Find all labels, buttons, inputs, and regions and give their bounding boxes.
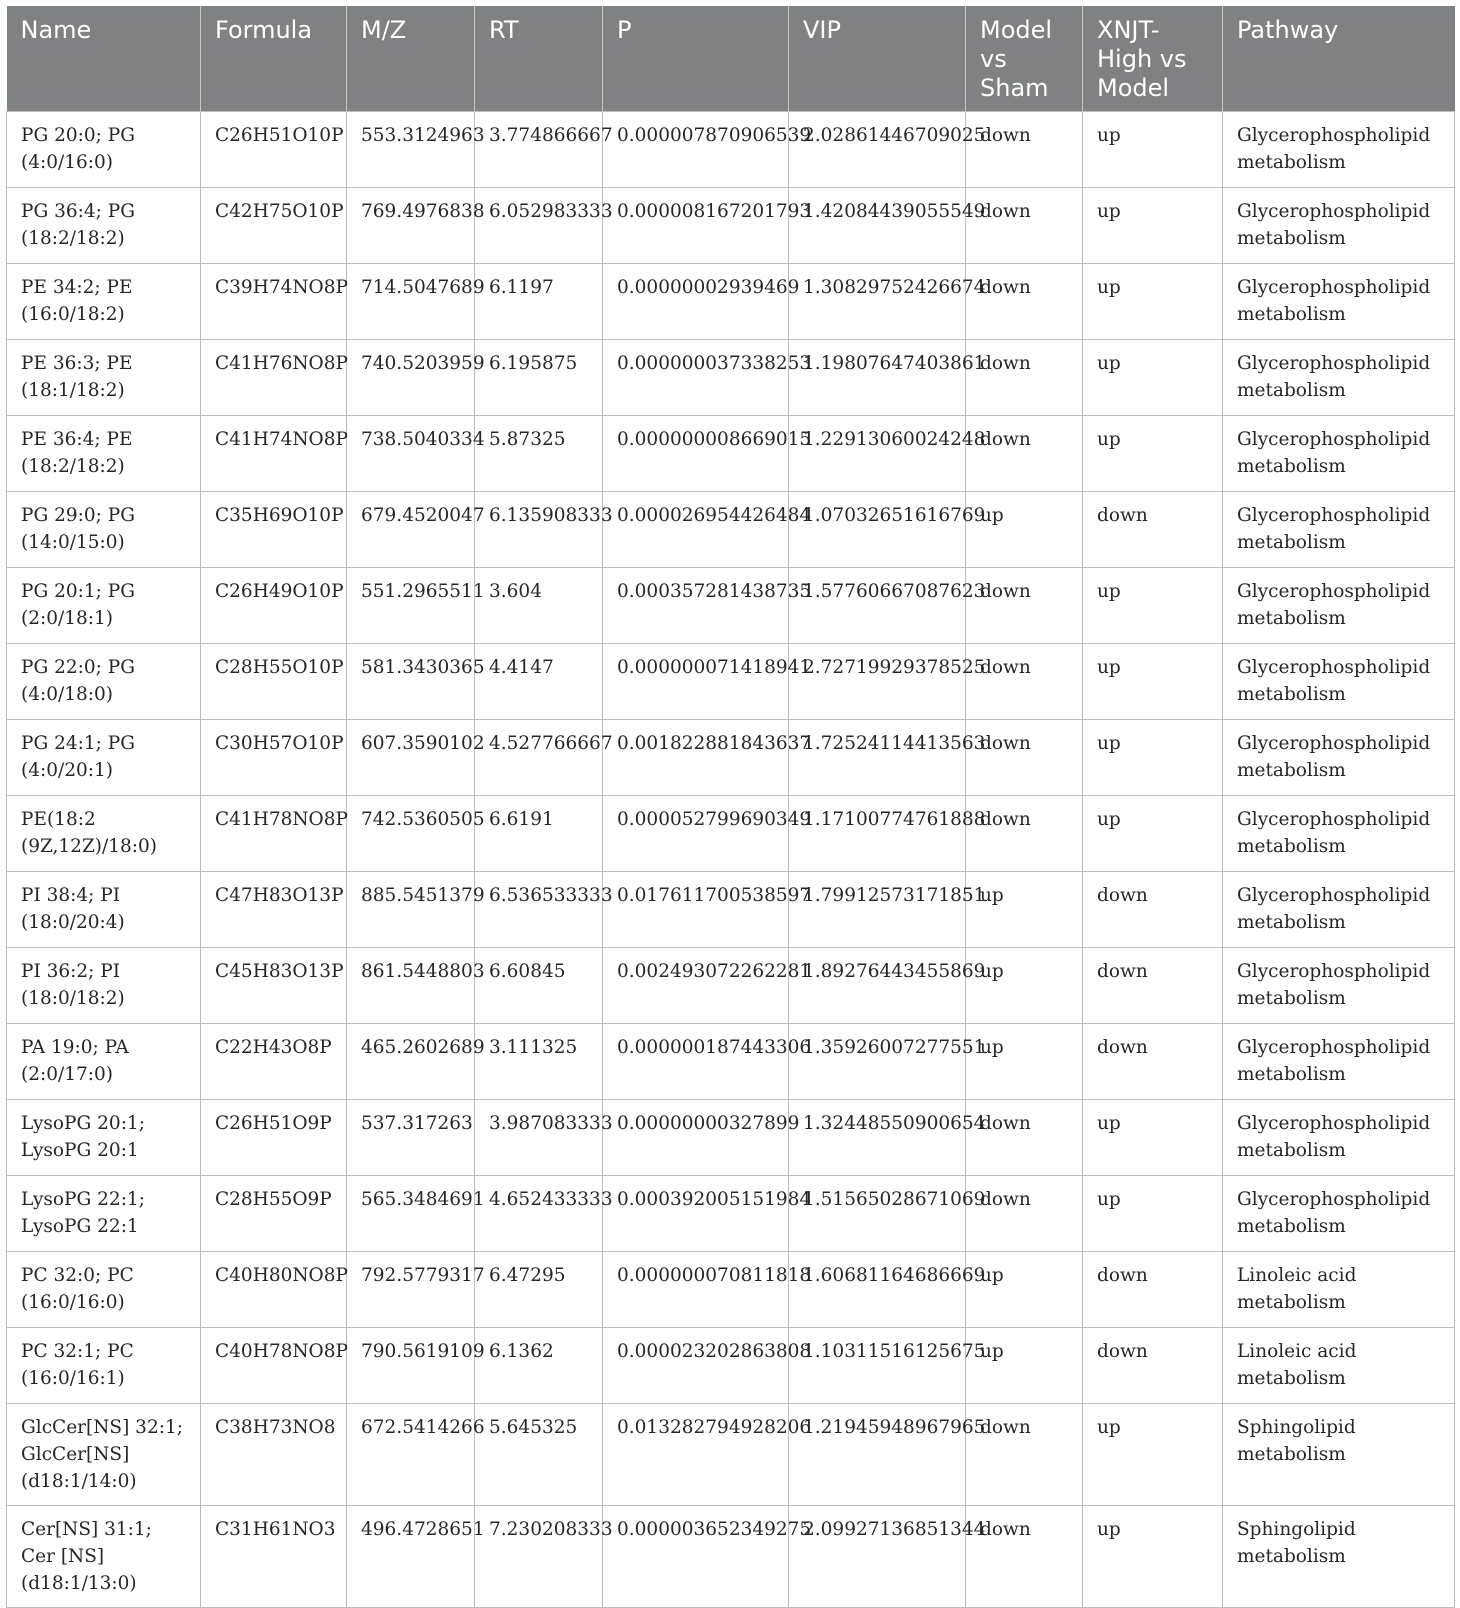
cell-xnjt-vs-model: down xyxy=(1083,1328,1223,1404)
cell-rt: 3.111325 xyxy=(475,1024,603,1100)
cell-formula: C38H73NO8 xyxy=(201,1404,347,1506)
cell-model-vs-sham: down xyxy=(966,112,1083,188)
table-row xyxy=(7,1252,1455,1328)
cell-vip: 1.51565028671069 xyxy=(789,1176,966,1252)
cell-formula: C22H43O8P xyxy=(201,1024,347,1100)
cell-p: 0.017611700538597 xyxy=(603,872,789,948)
cell-model-vs-sham: down xyxy=(966,340,1083,416)
cell-name: PG 36:4; PG (18:2/18:2) xyxy=(7,188,201,264)
cell-rt: 5.645325 xyxy=(475,1404,603,1506)
cell-formula: C41H76NO8P xyxy=(201,340,347,416)
cell-formula: C47H83O13P xyxy=(201,872,347,948)
cell-p: 0.000000008669015 xyxy=(603,416,789,492)
cell-vip: 1.72524114413563 xyxy=(789,720,966,796)
cell-rt: 5.87325 xyxy=(475,416,603,492)
cell-name: PE 36:4; PE (18:2/18:2) xyxy=(7,416,201,492)
cell-mz: 465.2602689 xyxy=(347,1024,475,1100)
cell-xnjt-vs-model: up xyxy=(1083,1506,1223,1608)
cell-vip: 1.35926007277551 xyxy=(789,1024,966,1100)
header-mz: M/Z xyxy=(347,6,475,112)
cell-model-vs-sham: down xyxy=(966,188,1083,264)
cell-mz: 679.4520047 xyxy=(347,492,475,568)
cell-xnjt-vs-model: up xyxy=(1083,1100,1223,1176)
cell-vip: 1.21945948967965 xyxy=(789,1404,966,1506)
cell-mz: 885.5451379 xyxy=(347,872,475,948)
cell-pathway: Sphingolipid metabolism xyxy=(1223,1506,1455,1608)
cell-rt: 3.987083333 xyxy=(475,1100,603,1176)
cell-p: 0.002493072262281 xyxy=(603,948,789,1024)
cell-mz: 792.5779317 xyxy=(347,1252,475,1328)
cell-formula: C28H55O10P xyxy=(201,644,347,720)
cell-name: PG 20:0; PG (4:0/16:0) xyxy=(7,112,201,188)
cell-pathway: Glycerophospholipid metabolism xyxy=(1223,340,1455,416)
cell-formula: C26H49O10P xyxy=(201,568,347,644)
cell-formula: C40H78NO8P xyxy=(201,1328,347,1404)
cell-p: 0.000008167201793 xyxy=(603,188,789,264)
cell-name: PC 32:0; PC (16:0/16:0) xyxy=(7,1252,201,1328)
header-pathway: Pathway xyxy=(1223,6,1455,112)
cell-xnjt-vs-model: up xyxy=(1083,188,1223,264)
cell-rt: 6.135908333 xyxy=(475,492,603,568)
cell-pathway: Glycerophospholipid metabolism xyxy=(1223,568,1455,644)
cell-p: 0.000026954426484 xyxy=(603,492,789,568)
cell-rt: 4.652433333 xyxy=(475,1176,603,1252)
cell-pathway: Linoleic acid metabolism xyxy=(1223,1328,1455,1404)
table-row xyxy=(7,416,1455,492)
cell-pathway: Glycerophospholipid metabolism xyxy=(1223,1100,1455,1176)
header-model-vs-sham: Model vs Sham xyxy=(966,6,1083,112)
cell-pathway: Glycerophospholipid metabolism xyxy=(1223,112,1455,188)
cell-name: PC 32:1; PC (16:0/16:1) xyxy=(7,1328,201,1404)
cell-formula: C39H74NO8P xyxy=(201,264,347,340)
table-body xyxy=(7,112,1455,1608)
cell-xnjt-vs-model: up xyxy=(1083,568,1223,644)
cell-pathway: Glycerophospholipid metabolism xyxy=(1223,872,1455,948)
header-row xyxy=(7,6,1455,112)
cell-rt: 4.4147 xyxy=(475,644,603,720)
table-row xyxy=(7,644,1455,720)
table-row xyxy=(7,1506,1455,1608)
cell-name: LysoPG 20:1; LysoPG 20:1 xyxy=(7,1100,201,1176)
cell-model-vs-sham: down xyxy=(966,264,1083,340)
cell-xnjt-vs-model: down xyxy=(1083,492,1223,568)
cell-pathway: Glycerophospholipid metabolism xyxy=(1223,416,1455,492)
cell-p: 0.000357281438735 xyxy=(603,568,789,644)
cell-model-vs-sham: up xyxy=(966,1024,1083,1100)
cell-vip: 1.42084439055549 xyxy=(789,188,966,264)
cell-xnjt-vs-model: up xyxy=(1083,1404,1223,1506)
cell-xnjt-vs-model: down xyxy=(1083,1024,1223,1100)
table-row xyxy=(7,1100,1455,1176)
header-vip: VIP xyxy=(789,6,966,112)
header-name: Name xyxy=(7,6,201,112)
cell-mz: 790.5619109 xyxy=(347,1328,475,1404)
cell-mz: 537.317263 xyxy=(347,1100,475,1176)
cell-pathway: Glycerophospholipid metabolism xyxy=(1223,264,1455,340)
cell-p: 0.000000070811818 xyxy=(603,1252,789,1328)
cell-mz: 607.3590102 xyxy=(347,720,475,796)
cell-vip: 2.02861446709025 xyxy=(789,112,966,188)
cell-pathway: Glycerophospholipid metabolism xyxy=(1223,1024,1455,1100)
cell-p: 0.000052799690349 xyxy=(603,796,789,872)
cell-model-vs-sham: down xyxy=(966,1100,1083,1176)
table-row xyxy=(7,188,1455,264)
cell-name: PI 36:2; PI (18:0/18:2) xyxy=(7,948,201,1024)
cell-p: 0.001822881843637 xyxy=(603,720,789,796)
cell-formula: C42H75O10P xyxy=(201,188,347,264)
cell-model-vs-sham: up xyxy=(966,1252,1083,1328)
cell-rt: 4.527766667 xyxy=(475,720,603,796)
cell-vip: 1.22913060024248 xyxy=(789,416,966,492)
cell-name: PG 22:0; PG (4:0/18:0) xyxy=(7,644,201,720)
cell-vip: 1.57760667087623 xyxy=(789,568,966,644)
cell-rt: 7.230208333 xyxy=(475,1506,603,1608)
cell-name: LysoPG 22:1; LysoPG 22:1 xyxy=(7,1176,201,1252)
cell-model-vs-sham: up xyxy=(966,492,1083,568)
metabolite-table xyxy=(6,6,1455,1608)
cell-name: PE(18:2 (9Z,12Z)/18:0) xyxy=(7,796,201,872)
cell-p: 0.000000187443306 xyxy=(603,1024,789,1100)
cell-p: 0.000003652349275 xyxy=(603,1506,789,1608)
cell-rt: 3.604 xyxy=(475,568,603,644)
cell-mz: 672.5414266 xyxy=(347,1404,475,1506)
cell-mz: 769.4976838 xyxy=(347,188,475,264)
cell-model-vs-sham: up xyxy=(966,948,1083,1024)
header-p: P xyxy=(603,6,789,112)
cell-xnjt-vs-model: up xyxy=(1083,112,1223,188)
table-row xyxy=(7,720,1455,796)
cell-model-vs-sham: down xyxy=(966,1404,1083,1506)
table-row xyxy=(7,492,1455,568)
table-row xyxy=(7,1328,1455,1404)
cell-xnjt-vs-model: up xyxy=(1083,416,1223,492)
cell-formula: C45H83O13P xyxy=(201,948,347,1024)
cell-vip: 1.79912573171851 xyxy=(789,872,966,948)
cell-xnjt-vs-model: up xyxy=(1083,1176,1223,1252)
cell-pathway: Glycerophospholipid metabolism xyxy=(1223,796,1455,872)
cell-vip: 1.19807647403861 xyxy=(789,340,966,416)
cell-pathway: Glycerophospholipid metabolism xyxy=(1223,720,1455,796)
cell-name: Cer[NS] 31:1; Cer [NS](d18:1/13:0) xyxy=(7,1506,201,1608)
cell-name: GlcCer[NS] 32:1; GlcCer[NS] (d18:1/14:0) xyxy=(7,1404,201,1506)
cell-p: 0.000392005151984 xyxy=(603,1176,789,1252)
cell-model-vs-sham: down xyxy=(966,568,1083,644)
cell-mz: 581.3430365 xyxy=(347,644,475,720)
cell-rt: 6.60845 xyxy=(475,948,603,1024)
cell-p: 0.000000037338253 xyxy=(603,340,789,416)
table-row xyxy=(7,568,1455,644)
cell-model-vs-sham: up xyxy=(966,1328,1083,1404)
cell-vip: 1.32448550900654 xyxy=(789,1100,966,1176)
cell-name: PG 29:0; PG (14:0/15:0) xyxy=(7,492,201,568)
cell-vip: 1.10311516125675 xyxy=(789,1328,966,1404)
cell-model-vs-sham: down xyxy=(966,1176,1083,1252)
cell-rt: 3.774866667 xyxy=(475,112,603,188)
cell-rt: 6.1197 xyxy=(475,264,603,340)
table-row xyxy=(7,1176,1455,1252)
table-row xyxy=(7,948,1455,1024)
table-row xyxy=(7,1024,1455,1100)
cell-formula: C26H51O9P xyxy=(201,1100,347,1176)
cell-xnjt-vs-model: down xyxy=(1083,948,1223,1024)
cell-formula: C41H74NO8P xyxy=(201,416,347,492)
cell-name: PA 19:0; PA (2:0/17:0) xyxy=(7,1024,201,1100)
cell-mz: 714.5047689 xyxy=(347,264,475,340)
cell-name: PG 24:1; PG (4:0/20:1) xyxy=(7,720,201,796)
cell-pathway: Glycerophospholipid metabolism xyxy=(1223,188,1455,264)
cell-mz: 742.5360505 xyxy=(347,796,475,872)
cell-p: 0.013282794928206 xyxy=(603,1404,789,1506)
cell-vip: 2.09927136851344 xyxy=(789,1506,966,1608)
header-formula: Formula xyxy=(201,6,347,112)
cell-xnjt-vs-model: up xyxy=(1083,264,1223,340)
cell-name: PG 20:1; PG (2:0/18:1) xyxy=(7,568,201,644)
cell-model-vs-sham: down xyxy=(966,644,1083,720)
cell-mz: 553.3124963 xyxy=(347,112,475,188)
cell-pathway: Glycerophospholipid metabolism xyxy=(1223,492,1455,568)
cell-p: 0.00000000327899 xyxy=(603,1100,789,1176)
table-row xyxy=(7,1404,1455,1506)
table-row xyxy=(7,264,1455,340)
cell-p: 0.000007870906539 xyxy=(603,112,789,188)
cell-rt: 6.052983333 xyxy=(475,188,603,264)
cell-xnjt-vs-model: up xyxy=(1083,796,1223,872)
cell-pathway: Glycerophospholipid metabolism xyxy=(1223,1176,1455,1252)
header-rt: RT xyxy=(475,6,603,112)
cell-formula: C35H69O10P xyxy=(201,492,347,568)
cell-mz: 565.3484691 xyxy=(347,1176,475,1252)
cell-rt: 6.195875 xyxy=(475,340,603,416)
cell-vip: 1.17100774761888 xyxy=(789,796,966,872)
cell-pathway: Sphingolipid metabolism xyxy=(1223,1404,1455,1506)
cell-formula: C41H78NO8P xyxy=(201,796,347,872)
table-row xyxy=(7,872,1455,948)
cell-formula: C40H80NO8P xyxy=(201,1252,347,1328)
cell-rt: 6.536533333 xyxy=(475,872,603,948)
cell-vip: 2.72719929378525 xyxy=(789,644,966,720)
cell-name: PE 36:3; PE (18:1/18:2) xyxy=(7,340,201,416)
cell-rt: 6.47295 xyxy=(475,1252,603,1328)
cell-vip: 1.60681164686669 xyxy=(789,1252,966,1328)
cell-xnjt-vs-model: down xyxy=(1083,1252,1223,1328)
cell-mz: 740.5203959 xyxy=(347,340,475,416)
table-row xyxy=(7,796,1455,872)
cell-name: PI 38:4; PI (18:0/20:4) xyxy=(7,872,201,948)
cell-vip: 1.07032651616769 xyxy=(789,492,966,568)
cell-mz: 738.5040334 xyxy=(347,416,475,492)
cell-formula: C30H57O10P xyxy=(201,720,347,796)
cell-mz: 551.2965511 xyxy=(347,568,475,644)
cell-pathway: Glycerophospholipid metabolism xyxy=(1223,644,1455,720)
cell-mz: 861.5448803 xyxy=(347,948,475,1024)
cell-vip: 1.89276443455869 xyxy=(789,948,966,1024)
cell-name: PE 34:2; PE (16:0/18:2) xyxy=(7,264,201,340)
cell-p: 0.000023202863808 xyxy=(603,1328,789,1404)
table-row xyxy=(7,340,1455,416)
cell-p: 0.00000002939469 xyxy=(603,264,789,340)
cell-pathway: Glycerophospholipid metabolism xyxy=(1223,948,1455,1024)
cell-formula: C28H55O9P xyxy=(201,1176,347,1252)
cell-p: 0.000000071418941 xyxy=(603,644,789,720)
cell-vip: 1.30829752426674 xyxy=(789,264,966,340)
cell-model-vs-sham: down xyxy=(966,796,1083,872)
cell-xnjt-vs-model: down xyxy=(1083,872,1223,948)
table-row xyxy=(7,112,1455,188)
cell-model-vs-sham: up xyxy=(966,872,1083,948)
cell-formula: C31H61NO3 xyxy=(201,1506,347,1608)
cell-model-vs-sham: down xyxy=(966,1506,1083,1608)
cell-pathway: Linoleic acid metabolism xyxy=(1223,1252,1455,1328)
cell-xnjt-vs-model: up xyxy=(1083,340,1223,416)
cell-model-vs-sham: down xyxy=(966,720,1083,796)
cell-xnjt-vs-model: up xyxy=(1083,720,1223,796)
cell-model-vs-sham: down xyxy=(966,416,1083,492)
cell-rt: 6.1362 xyxy=(475,1328,603,1404)
cell-rt: 6.6191 xyxy=(475,796,603,872)
cell-xnjt-vs-model: up xyxy=(1083,644,1223,720)
cell-mz: 496.4728651 xyxy=(347,1506,475,1608)
cell-formula: C26H51O10P xyxy=(201,112,347,188)
header-xnjt-high-vs-model: XNJT-High vs Model xyxy=(1083,6,1223,112)
